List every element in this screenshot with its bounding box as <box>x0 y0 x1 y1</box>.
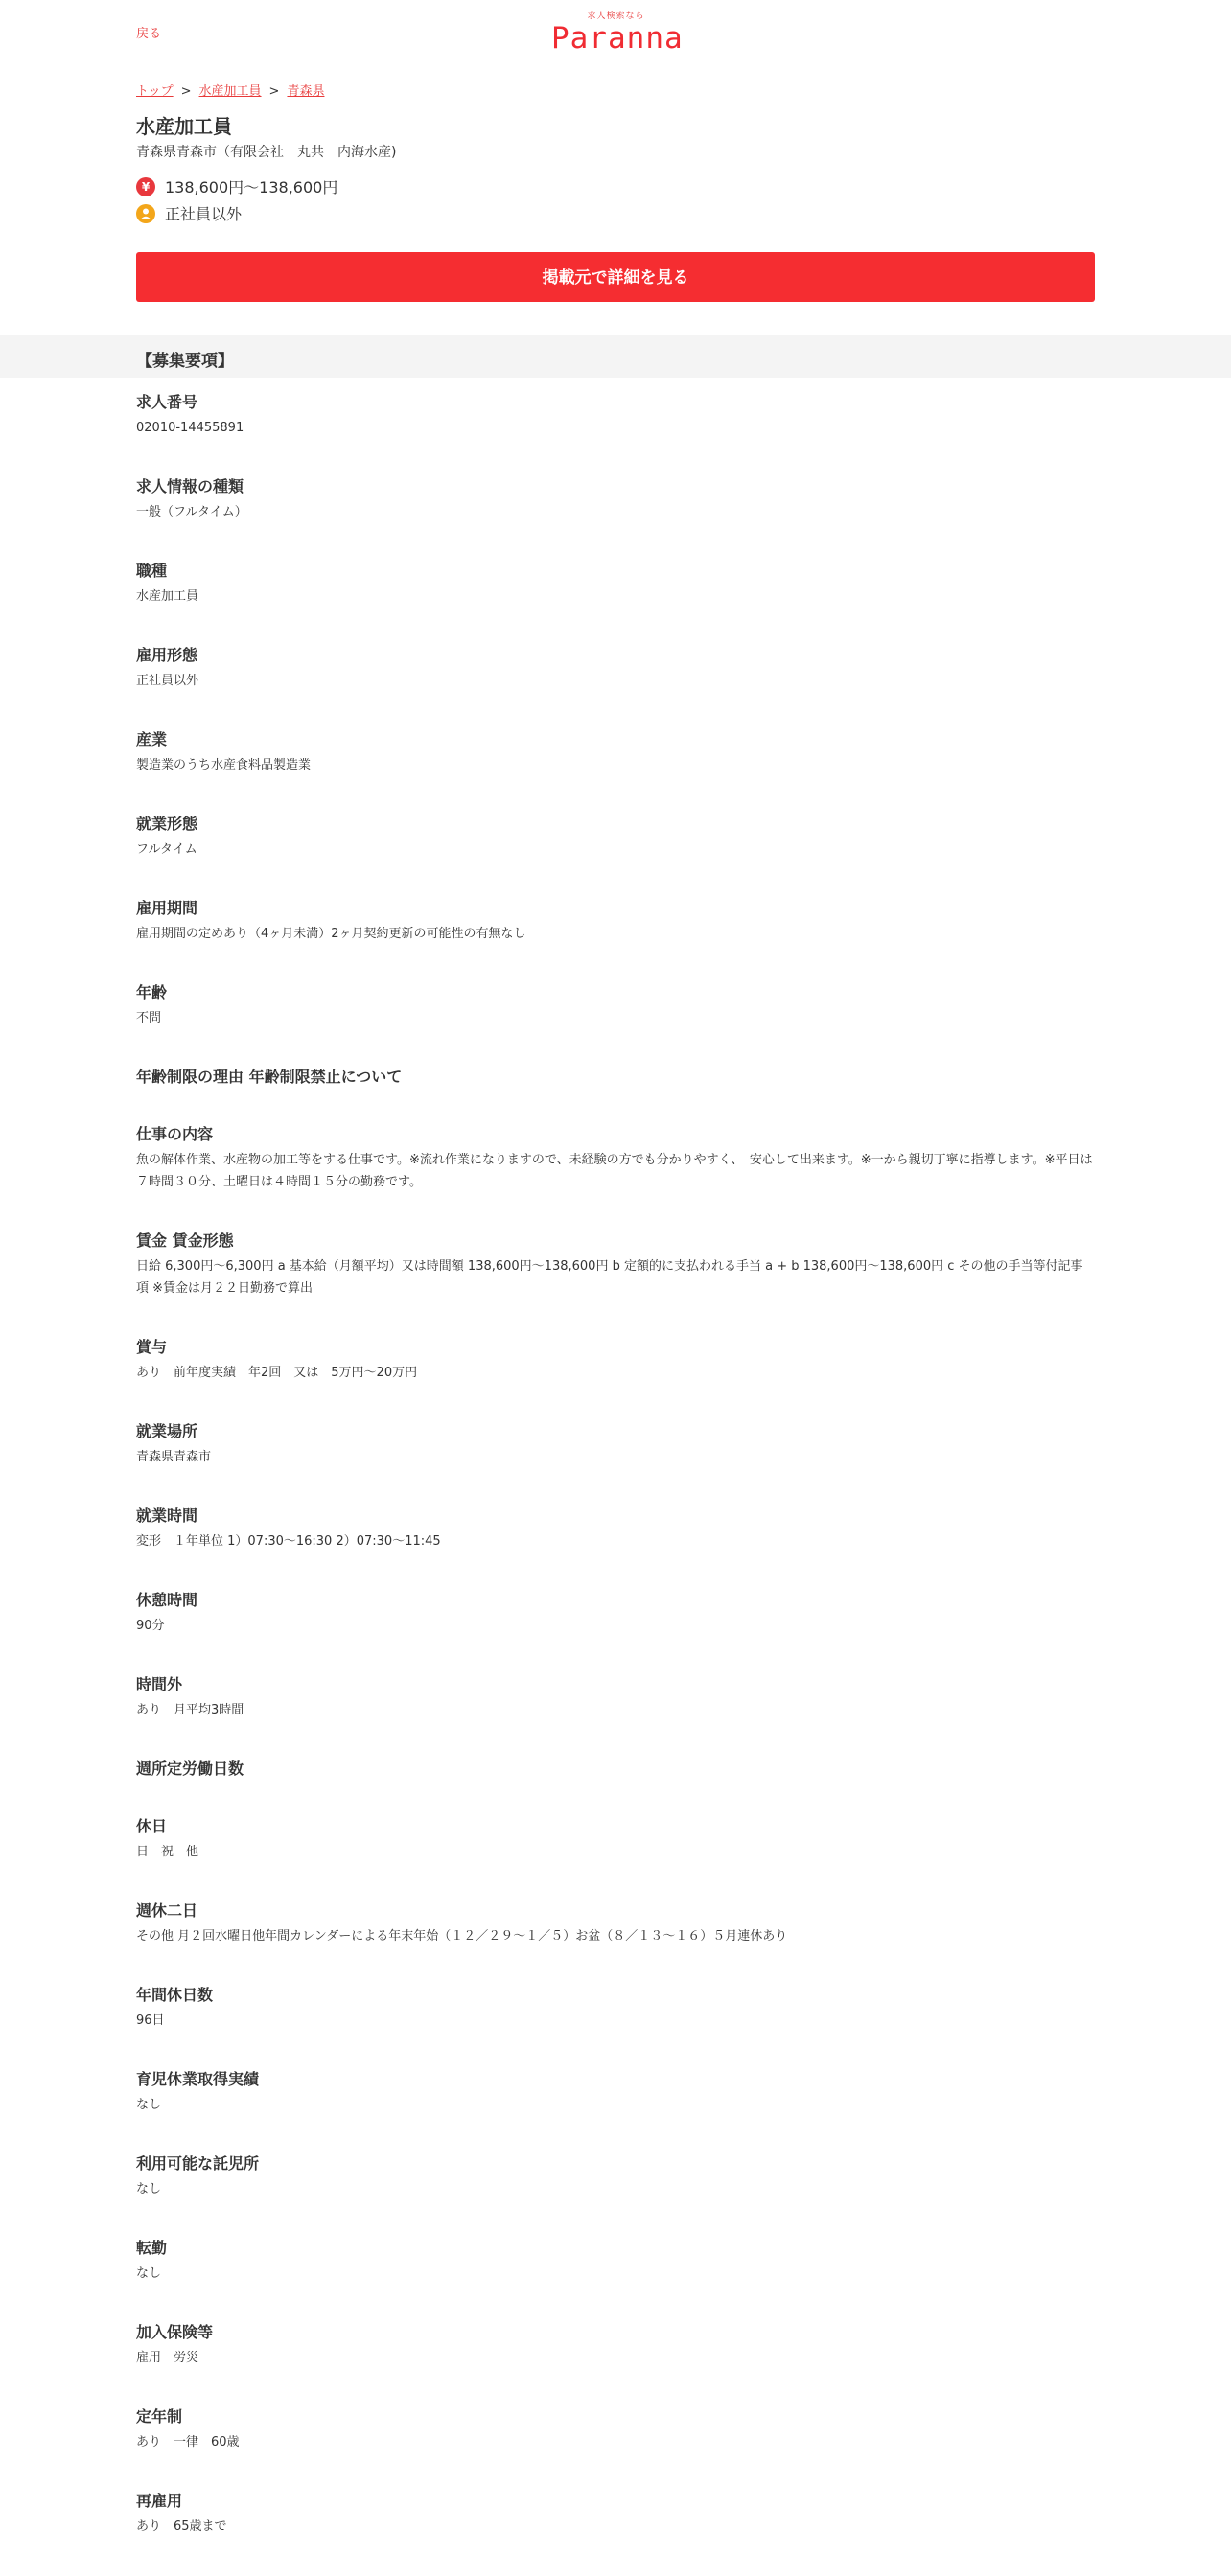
field-value: 製造業のうち水産食料品製造業 <box>136 758 312 772</box>
detail-field <box>136 1817 1095 1863</box>
detail-field <box>136 562 1095 608</box>
field-value: 日 祝 他 <box>136 1845 199 1859</box>
field-label: 雇用期間 <box>136 899 198 917</box>
breadcrumb-item-top[interactable]: トップ <box>136 84 174 99</box>
detail-field <box>136 1231 1095 1300</box>
field-value: なし <box>136 2182 162 2196</box>
breadcrumb <box>136 80 324 99</box>
field-value: 日給 6,300円～6,300円 a 基本給（月額平均）又は時間額 138,600円～138,600円 b 定額的に支払われる手当 a + b 138,600円～138,600円 c その他の手当等付記事項 ※賃金は月２２日勤務で算出 <box>136 1259 1083 1296</box>
field-value: 正社員以外 <box>136 674 199 688</box>
detail-field <box>136 1986 1095 2032</box>
field-value: あり 月平均3時間 <box>136 1703 244 1717</box>
field-label: 再雇用 <box>136 2492 183 2510</box>
person-icon <box>136 204 155 223</box>
logo-tagline: 求人検索なら <box>587 12 645 21</box>
field-value: 02010-14455891 <box>136 421 244 435</box>
salary-text: 138,600円～138,600円 <box>165 178 338 196</box>
field-label: 加入保険等 <box>136 2323 214 2341</box>
detail-field <box>136 1068 1095 1087</box>
logo-text: Paranna <box>551 21 684 56</box>
field-value: 変形 １年単位 1）07:30～16:30 2）07:30～11:45 <box>136 1534 441 1549</box>
back-link[interactable]: 戻る <box>136 27 162 41</box>
field-value: 不問 <box>136 1011 162 1025</box>
field-label: 休憩時間 <box>136 1591 198 1609</box>
detail-field <box>136 477 1095 523</box>
field-value: 水産加工員 <box>136 589 199 604</box>
field-value: 雇用 労災 <box>136 2351 199 2365</box>
field-label: 職種 <box>136 562 168 580</box>
field-value: なし <box>136 2098 162 2112</box>
detail-field <box>136 2154 1095 2200</box>
field-value: 一般（フルタイム） <box>136 505 247 519</box>
field-value: 90分 <box>136 1619 165 1633</box>
field-value: あり 一律 60歳 <box>136 2435 240 2450</box>
field-value: あり 前年度実績 年2回 又は 5万円～20万円 <box>136 1366 418 1380</box>
section-header <box>0 335 1231 378</box>
breadcrumb-separator: > <box>180 84 192 99</box>
job-details <box>136 393 1095 2576</box>
detail-field <box>136 1506 1095 1552</box>
breadcrumb-separator: > <box>268 84 280 99</box>
field-value: その他 月２回水曜日他年間カレンダーによる年末年始（１２／２９～１／５）お盆（８／１３～１６）５月連休あり <box>136 1929 788 1944</box>
field-label: 求人情報の種類 <box>136 477 244 495</box>
field-label: 利用可能な託児所 <box>136 2154 260 2173</box>
detail-field <box>136 1125 1095 1193</box>
detail-field <box>136 730 1095 776</box>
field-label: 休日 <box>136 1817 168 1835</box>
field-label: 就業場所 <box>136 1422 198 1440</box>
section-title: 【募集要項】 <box>136 352 234 371</box>
detail-field <box>136 983 1095 1029</box>
field-label: 賃金 賃金形態 <box>136 1231 234 1250</box>
detail-field <box>136 1591 1095 1637</box>
detail-field <box>136 1760 1095 1779</box>
detail-field <box>136 2239 1095 2285</box>
field-label: 週休二日 <box>136 1901 198 1920</box>
field-label: 求人番号 <box>136 393 198 411</box>
field-label: 就業形態 <box>136 815 198 833</box>
yen-icon: ¥ <box>136 177 155 196</box>
field-value: フルタイム <box>136 842 197 857</box>
field-label: 雇用形態 <box>136 646 198 664</box>
field-label: 仕事の内容 <box>136 1125 214 1143</box>
detail-field <box>136 393 1095 439</box>
detail-field <box>136 1901 1095 1947</box>
page-title: 水産加工員 <box>136 115 232 138</box>
field-label: 定年制 <box>136 2407 183 2426</box>
field-value: なし <box>136 2266 162 2281</box>
detail-field <box>136 899 1095 945</box>
detail-field <box>136 2323 1095 2369</box>
breadcrumb-item-location[interactable]: 青森県 <box>287 84 325 99</box>
field-value: 96日 <box>136 2013 165 2028</box>
employment-text: 正社員以外 <box>165 205 243 223</box>
detail-field <box>136 1338 1095 1384</box>
detail-field <box>136 646 1095 692</box>
detail-field <box>136 2070 1095 2116</box>
detail-field <box>136 815 1095 861</box>
field-value: 魚の解体作業、水産物の加工等をする仕事です。※流れ作業になりますので、未経験の方でも分かりやすく、 安心して出来ます。※一から親切丁寧に指導します。※平日は７時間３０分、土曜日は４時間１５分の勤務です。 <box>136 1153 1093 1189</box>
employment-row <box>136 202 242 224</box>
detail-field <box>136 1675 1095 1721</box>
field-label: 週所定労働日数 <box>136 1760 244 1778</box>
field-label: 育児休業取得実績 <box>136 2070 260 2088</box>
field-value: 雇用期間の定めあり（4ヶ月未満）2ヶ月契約更新の可能性の有無なし <box>136 927 526 941</box>
field-value: 青森県青森市 <box>136 1450 212 1464</box>
site-header <box>0 0 1231 58</box>
field-label: 年間休日数 <box>136 1986 214 2004</box>
field-value: あり 65歳まで <box>136 2519 227 2534</box>
site-logo[interactable] <box>551 12 684 56</box>
view-source-button[interactable]: 掲載元で詳細を見る <box>136 252 1095 302</box>
field-label: 就業時間 <box>136 1506 198 1525</box>
field-label: 産業 <box>136 730 168 748</box>
company-location: 青森県青森市（有限会社 丸共 内海水産) <box>136 145 397 160</box>
detail-field <box>136 2407 1095 2453</box>
field-label: 賞与 <box>136 1338 168 1356</box>
detail-field <box>136 1422 1095 1468</box>
field-label: 転勤 <box>136 2239 168 2257</box>
field-label: 時間外 <box>136 1675 183 1693</box>
detail-field <box>136 2492 1095 2538</box>
field-label: 年齢制限の理由 年齢制限禁止について <box>136 1068 403 1086</box>
salary-row <box>136 175 337 197</box>
breadcrumb-item-category[interactable]: 水産加工員 <box>198 84 262 99</box>
field-label: 年齢 <box>136 983 168 1001</box>
